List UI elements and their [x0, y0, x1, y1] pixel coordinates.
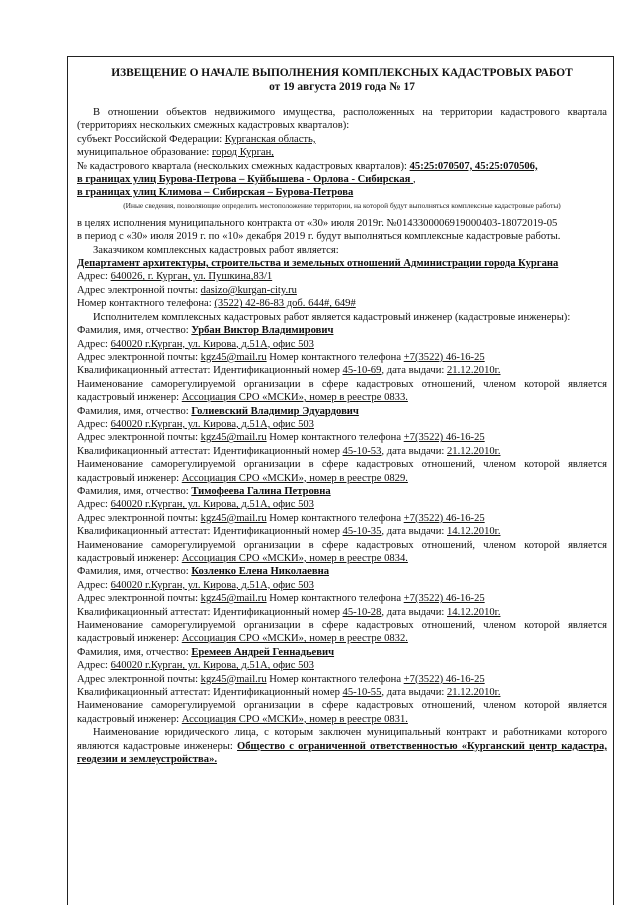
engineer-name: Голиевский Владимир Эдуардович	[191, 405, 359, 417]
engineer-phone: +7(3522) 46-16-25	[403, 432, 485, 444]
engineer-email-link[interactable]: kgz45@mail.ru	[200, 593, 267, 605]
engineer-phone: +7(3522) 46-16-25	[403, 351, 485, 363]
engineer-list	[77, 324, 607, 726]
location-note: (Иные сведения, позволяющие определить местоположение территории, на которой будут выполняться комплексные кадастровые работы)	[123, 200, 561, 210]
engineer-address-value: 640020 г.Курган, ул. Кирова, д.51А, офис 503	[110, 338, 314, 350]
sro-label: Наименование саморегулируемой организации в сфере кадастровых отношений, членом которой является кадастровый инженер:	[77, 620, 607, 645]
attestat-label: Квалификационный аттестат: Идентификационный номер	[77, 606, 343, 618]
notice-document	[77, 66, 607, 767]
closing-org: Общество с ограниченной ответственностью «Курганский центр кадастра, геодезии и землеустройства».	[77, 740, 607, 766]
engineer-name: Козленко Елена Николаевна	[191, 566, 329, 578]
customer-email-link[interactable]: dasizo@kurgan-city.ru	[200, 284, 297, 296]
customer-name: Департамент архитектуры, строительства и земельных отношений Администрации города Кургана	[77, 258, 559, 270]
date-label: , дата выдачи:	[381, 526, 447, 538]
attestat-label: Квалификационный аттестат: Идентификационный номер	[77, 687, 343, 699]
date-label: , дата выдачи:	[381, 687, 447, 699]
engineer-sro	[77, 378, 607, 405]
engineer-sro	[77, 458, 607, 485]
municipal-label: муниципальное образование:	[77, 147, 213, 159]
sro-value: Ассоциация СРО «МСКИ», номер в реестре 0831.	[181, 713, 408, 725]
contract-period: в период с «30» июля 2019 г. по «10» декабря 2019 г. будут выполняться комплексные кадастровые работы.	[77, 231, 561, 243]
email-label: Адрес электронной почты:	[77, 351, 201, 363]
quarter-label: № кадастрового квартала (нескольких смежных кадастровых кварталов):	[77, 160, 410, 172]
intro-text: В отношении объектов недвижимого имущества, расположенных на территории кадастрового квартала (территориях нескольких смежных кадастровых кварталов):	[77, 107, 607, 132]
engineer-fio	[77, 405, 607, 418]
sro-value: Ассоциация СРО «МСКИ», номер в реестре 0834.	[181, 553, 408, 564]
subject-value: Курганская область,	[224, 133, 316, 145]
sro-value: Ассоциация СРО «МСКИ», номер в реестре 0829.	[181, 472, 408, 484]
attestat-date: 21.12.2010г.	[447, 445, 501, 457]
engineer-name: Урбан Виктор Владимирович	[191, 325, 334, 337]
engineer-attestat	[77, 364, 607, 377]
attestat-date: 21.12.2010г.	[447, 687, 501, 699]
address-label: Адрес:	[77, 660, 111, 672]
attestat-number: 45-10-55	[342, 687, 382, 699]
engineer-block	[77, 646, 607, 726]
boundary-line-2	[77, 186, 607, 199]
engineer-contacts	[77, 673, 607, 686]
phone-label: Номер контактного телефона	[266, 512, 404, 524]
boundary-2: в границах улиц Климова – Сибирская – Бурова-Петрова	[77, 187, 354, 199]
attestat-number: 45-10-53	[342, 445, 382, 457]
customer-email-label: Адрес электронной почты:	[77, 284, 201, 296]
subject-label: субъект Российской Федерации:	[77, 133, 225, 145]
engineer-fio	[77, 324, 607, 337]
phone-label: Номер контактного телефона	[266, 593, 404, 605]
engineer-attestat	[77, 525, 607, 538]
attestat-number: 45-10-69	[342, 365, 382, 377]
engineer-phone: +7(3522) 46-16-25	[403, 593, 485, 605]
attestat-number: 45-10-35	[342, 526, 382, 538]
quarter-value: 45:25:070507, 45:25:070506,	[409, 160, 538, 172]
customer-phone-value: (3522) 42-86-83 доб. 644#, 649#	[214, 298, 356, 310]
fio-label: Фамилия, имя, отчество:	[77, 485, 192, 497]
address-label: Адрес:	[77, 418, 111, 430]
sro-label: Наименование саморегулируемой организации в сфере кадастровых отношений, членом которой является кадастровый инженер:	[77, 378, 607, 404]
engineer-name: Еремеев Андрей Геннадьевич	[191, 646, 335, 658]
sro-label: Наименование саморегулируемой организации в сфере кадастровых отношений, членом которой является кадастровый инженер:	[77, 700, 607, 725]
customer-phone	[77, 297, 607, 310]
engineer-fio	[77, 485, 607, 498]
engineer-contacts	[77, 351, 607, 364]
engineer-address-value: 640020 г.Курган, ул. Кирова, д.51А, офис 503	[110, 499, 314, 511]
date-label: , дата выдачи:	[381, 606, 447, 618]
engineer-contacts	[77, 592, 607, 605]
engineer-attestat	[77, 686, 607, 699]
engineer-attestat	[77, 445, 607, 458]
closing-text: Наименование юридического лица, с которым заключен муниципальный контракт и работниками которого являются кадастровые инженеры:	[77, 727, 607, 752]
sro-value: Ассоциация СРО «МСКИ», номер в реестре 0833.	[181, 392, 408, 404]
municipal-line	[77, 146, 607, 159]
engineer-address-value: 640020 г.Курган, ул. Кирова, д.51А, офис 503	[110, 418, 314, 430]
engineer-attestat	[77, 606, 607, 619]
closing-paragraph	[77, 726, 607, 766]
attestat-date: 14.12.2010г.	[447, 606, 501, 618]
notice-date: от 19 августа 2019 года № 17	[269, 81, 415, 93]
engineer-sro	[77, 539, 607, 566]
sro-label: Наименование саморегулируемой организации в сфере кадастровых отношений, членом которой является кадастровый инженер:	[77, 539, 607, 564]
engineer-address	[77, 579, 607, 592]
executor-intro: Исполнителем комплексных кадастровых работ является кадастровый инженер (кадастровые инженеры):	[93, 311, 571, 323]
boundary-line-1	[77, 173, 607, 186]
engineer-address	[77, 659, 607, 672]
email-label: Адрес электронной почты:	[77, 432, 201, 444]
boundary-1-tail: ,	[413, 174, 416, 186]
attestat-label: Квалификационный аттестат: Идентификационный номер	[77, 445, 343, 457]
sro-label: Наименование саморегулируемой организации в сфере кадастровых отношений, членом которой является кадастровый инженер:	[77, 459, 607, 484]
engineer-contacts	[77, 431, 607, 444]
customer-email	[77, 284, 607, 297]
email-label: Адрес электронной почты:	[77, 512, 201, 524]
engineer-email-link[interactable]: kgz45@mail.ru	[200, 432, 267, 444]
engineer-email-link[interactable]: kgz45@mail.ru	[200, 351, 267, 363]
engineer-address-value: 640020 г.Курган, ул. Кирова, д.51А, офис 503	[110, 660, 314, 672]
engineer-fio	[77, 646, 607, 659]
email-label: Адрес электронной почты:	[77, 593, 201, 605]
contract-text: в целях исполнения муниципального контракта от «30» июля 2019г. №0143300006919000403-18072019-05	[77, 217, 558, 229]
customer-phone-label: Номер контактного телефона:	[77, 298, 215, 310]
address-label: Адрес:	[77, 579, 111, 591]
fio-label: Фамилия, имя, отчество:	[77, 325, 192, 337]
engineer-phone: +7(3522) 46-16-25	[403, 512, 485, 524]
engineer-name: Тимофеева Галина Петровна	[191, 485, 331, 497]
customer-address-label: Адрес:	[77, 271, 111, 283]
engineer-sro	[77, 619, 607, 646]
customer-address-value: 640026, г. Курган, ул. Пушкина,83/1	[110, 271, 273, 283]
phone-label: Номер контактного телефона	[266, 351, 404, 363]
engineer-sro	[77, 699, 607, 726]
fio-label: Фамилия, имя, отчество:	[77, 646, 192, 658]
email-label: Адрес электронной почты:	[77, 673, 201, 685]
attestat-date: 14.12.2010г.	[447, 526, 501, 538]
municipal-value: город Курган,	[212, 147, 274, 159]
customer-address	[77, 270, 607, 283]
engineer-address	[77, 498, 607, 511]
attestat-label: Квалификационный аттестат: Идентификационный номер	[77, 526, 343, 538]
engineer-address-value: 640020 г.Курган, ул. Кирова, д.51А, офис 503	[110, 579, 314, 591]
engineer-phone: +7(3522) 46-16-25	[403, 673, 485, 685]
engineer-address	[77, 418, 607, 431]
engineer-block	[77, 565, 607, 645]
engineer-block	[77, 324, 607, 404]
engineer-contacts	[77, 512, 607, 525]
engineer-block	[77, 485, 607, 565]
attestat-number: 45-10-28	[342, 606, 382, 618]
address-label: Адрес:	[77, 338, 111, 350]
address-label: Адрес:	[77, 499, 111, 511]
date-label: , дата выдачи:	[381, 365, 447, 377]
subject-line	[77, 133, 607, 146]
notice-title: ИЗВЕЩЕНИЕ О НАЧАЛЕ ВЫПОЛНЕНИЯ КОМПЛЕКСНЫХ КАДАСТРОВЫХ РАБОТ	[111, 67, 573, 79]
attestat-label: Квалификационный аттестат: Идентификационный номер	[77, 365, 343, 377]
engineer-block	[77, 405, 607, 485]
boundary-1: в границах улиц Бурова-Петрова – Куйбышева - Орлова - Сибирская	[77, 174, 411, 186]
date-label: , дата выдачи:	[381, 445, 447, 457]
fio-label: Фамилия, имя, отчество:	[77, 566, 192, 578]
engineer-email-link[interactable]: kgz45@mail.ru	[200, 673, 267, 685]
attestat-date: 21.12.2010г.	[447, 365, 501, 377]
engineer-fio	[77, 565, 607, 578]
customer-label: Заказчиком комплексных кадастровых работ является:	[93, 244, 339, 256]
quarter-line	[77, 160, 607, 173]
fio-label: Фамилия, имя, отчество:	[77, 405, 192, 417]
engineer-address	[77, 338, 607, 351]
phone-label: Номер контактного телефона	[266, 432, 404, 444]
phone-label: Номер контактного телефона	[266, 673, 404, 685]
sro-value: Ассоциация СРО «МСКИ», номер в реестре 0832.	[181, 633, 408, 645]
engineer-email-link[interactable]: kgz45@mail.ru	[200, 512, 267, 524]
